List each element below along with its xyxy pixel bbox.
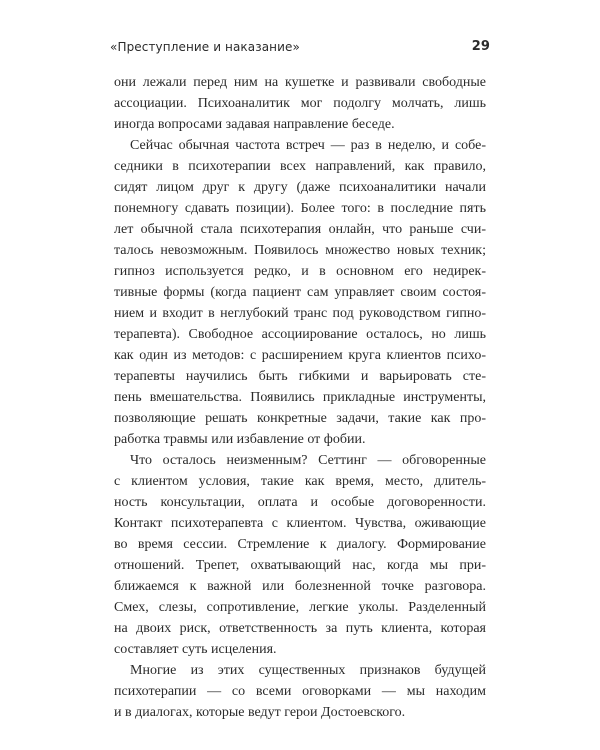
- text-line: с клиентом условия, такие как время, место, длитель-: [114, 474, 486, 489]
- paragraph: [114, 660, 486, 723]
- paragraph: [114, 135, 486, 450]
- running-title: «Преступление и наказание»: [110, 40, 300, 54]
- text-line: иногда вопросами задавая направление беседе.: [114, 117, 395, 132]
- text-line: гипноз используется редко, и в основном его недирек-: [114, 264, 486, 279]
- text-line: как один из методов: с расширением круга клиентов психо-: [114, 348, 486, 363]
- paragraph: [114, 72, 486, 135]
- body-text: [114, 72, 486, 723]
- text-line: талось невозможным. Появилось множество новых техник;: [114, 243, 486, 258]
- text-line: Сейчас обычная частота встреч — раз в неделю, и собе-: [130, 138, 486, 153]
- text-line: лет обычной стала психотерапия онлайн, что раньше счи-: [114, 222, 486, 237]
- text-line: пень вмешательства. Появились прикладные инструменты,: [114, 390, 486, 405]
- text-line: Многие из этих существенных признаков будущей: [130, 663, 486, 678]
- text-line: терапевта). Свободное ассоциирование осталось, но лишь: [114, 327, 486, 342]
- text-line: терапевты научились быть гибкими и варьировать сте-: [114, 369, 486, 384]
- text-line: ность консультации, оплата и особые договоренности.: [114, 495, 486, 510]
- text-line: во время сессии. Стремление к диалогу. Формирование: [114, 537, 486, 552]
- text-line: понемногу сдавать позиции). Более того: в последние пять: [114, 201, 486, 216]
- text-line: работка травмы или избавление от фобии.: [114, 432, 366, 447]
- text-line: и в диалогах, которые ведут герои Достоевского.: [114, 705, 406, 720]
- text-line: Что осталось неизменным? Сеттинг — обговоренные: [130, 453, 486, 468]
- paragraph: [114, 450, 486, 660]
- text-line: психотерапии — со всеми оговорками — мы находим: [114, 684, 486, 699]
- text-line: на двоих риск, ответственность за путь клиента, которая: [114, 621, 486, 636]
- text-line: сидят лицом друг к другу (даже психоаналитики начали: [114, 180, 486, 195]
- text-line: тивные формы (когда пациент сам управляет своим состоя-: [114, 285, 486, 300]
- text-line: нием и входит в неглубокий транс под руководством гипно-: [114, 306, 486, 321]
- text-line: ближаемся к важной или болезненной точке разговора.: [114, 579, 486, 594]
- text-line: седники в психотерапии всех направлений, как правило,: [114, 159, 486, 174]
- text-line: Контакт психотерапевта с клиентом. Чувства, оживающие: [114, 516, 486, 531]
- text-line: Смех, слезы, сопротивление, легкие уколы. Разделенный: [114, 600, 486, 615]
- running-header: [110, 40, 490, 58]
- text-line: позволяющие решать конкретные задачи, такие как про-: [114, 411, 486, 426]
- page-number: 29: [471, 39, 490, 54]
- text-line: составляет суть исцеления.: [114, 642, 277, 657]
- text-line: ассоциации. Психоаналитик мог подолгу молчать, лишь: [114, 96, 486, 111]
- text-line: они лежали перед ним на кушетке и развивали свободные: [114, 75, 486, 90]
- text-line: отношений. Трепет, охватывающий нас, когда мы при-: [114, 558, 486, 573]
